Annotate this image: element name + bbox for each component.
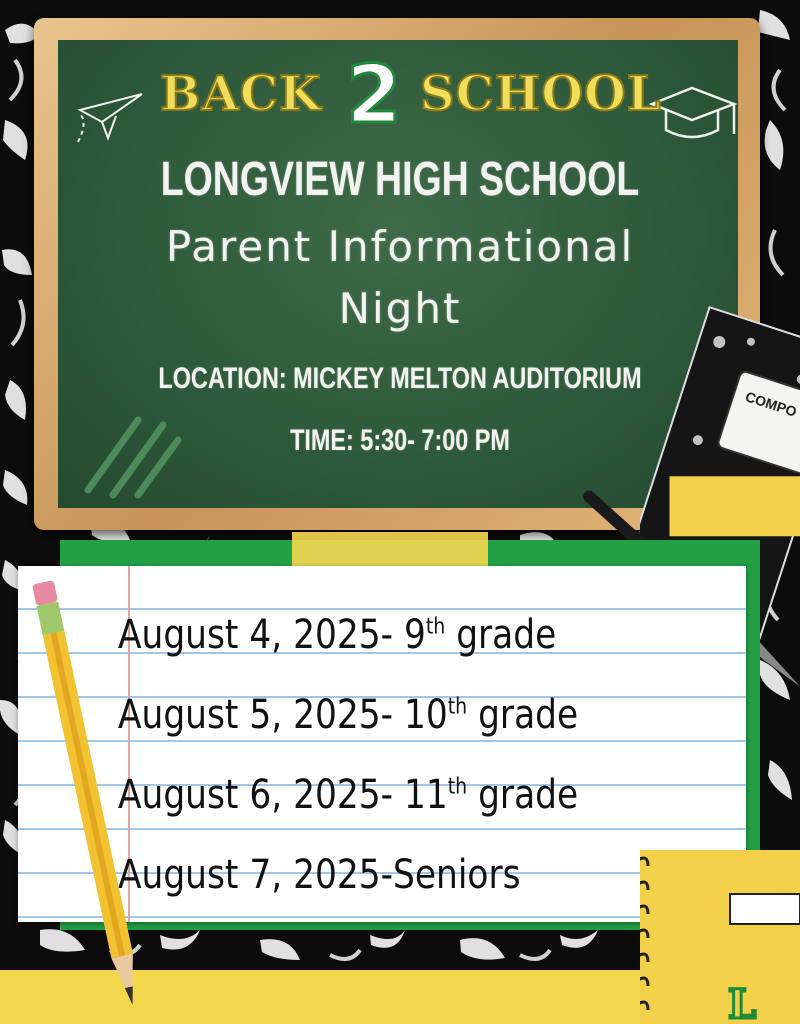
schedule-item: August 7, 2025-Seniors bbox=[118, 852, 521, 898]
spiral-notebook bbox=[640, 850, 800, 1024]
event-title-line1: Parent Informational bbox=[165, 222, 635, 271]
paper-plane-icon bbox=[72, 82, 152, 152]
event-location: LOCATION: MICKEY MELTON AUDITORIUM bbox=[158, 362, 642, 395]
back-word: BACK bbox=[160, 66, 322, 122]
number-two: 2 bbox=[346, 48, 402, 141]
school-name: LONGVIEW HIGH SCHOOL bbox=[160, 153, 640, 206]
schedule-item: August 5, 2025- 10th grade bbox=[118, 692, 579, 738]
event-title-line2: Night bbox=[338, 284, 462, 333]
longview-logo: L bbox=[728, 981, 757, 1024]
schedule-item: August 6, 2025- 11th grade bbox=[118, 772, 579, 818]
schedule-item: August 4, 2025- 9th grade bbox=[118, 612, 557, 658]
back-to-school-heading bbox=[160, 48, 662, 141]
school-word: SCHOOL bbox=[420, 66, 662, 122]
number-two-badge bbox=[343, 48, 405, 141]
notebook-cover-label: COMPO bbox=[743, 388, 799, 420]
event-time: TIME: 5:30- 7:00 PM bbox=[290, 424, 510, 457]
